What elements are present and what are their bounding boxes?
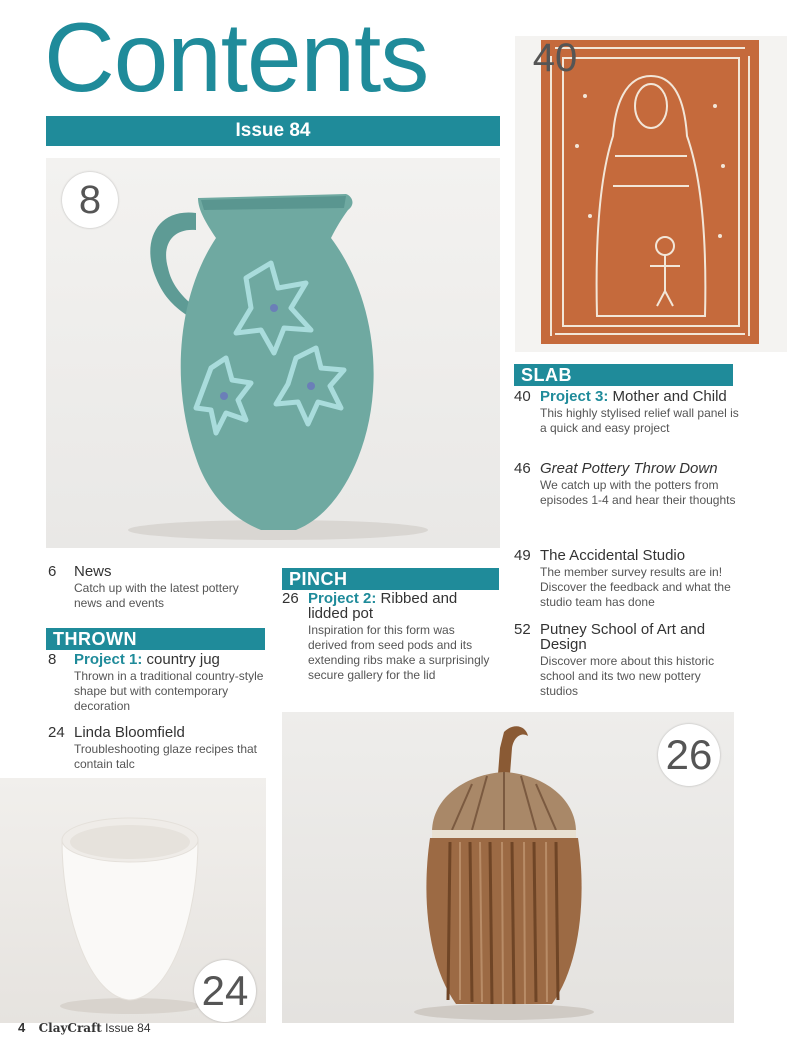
- entry-page-number: 8: [48, 651, 57, 668]
- lidded-pot-photo: [282, 712, 734, 1023]
- slab-entry-46[interactable]: [514, 461, 739, 508]
- slab-entry-40[interactable]: [514, 389, 739, 436]
- thrown-entry-8[interactable]: [48, 652, 268, 714]
- entry-title-text: Ribbed and lidded pot: [308, 590, 458, 622]
- footer-issue: Issue 84: [105, 1021, 151, 1035]
- page-badge-40: 40: [532, 36, 578, 80]
- page-badge-8: 8: [62, 172, 118, 228]
- entry-description: We catch up with the potters from episodes 1-4 and hear their thoughts: [540, 478, 736, 507]
- entry-title: News: [74, 563, 112, 580]
- jug-photo: [46, 158, 500, 548]
- entry-title: Linda Bloomfield: [74, 724, 185, 741]
- slab-entry-52[interactable]: [514, 622, 739, 699]
- section-thrown: THROWN: [46, 628, 265, 650]
- project-label: Project 2:: [308, 590, 377, 607]
- entry-page-number: 46: [514, 460, 531, 477]
- entry-title: The Accidental Studio: [540, 547, 686, 564]
- entry-title-text: Mother and Child: [608, 388, 727, 405]
- project-label: Project 3:: [540, 388, 609, 405]
- entry-page-number: 40: [514, 388, 531, 405]
- page-badge-26: 26: [658, 724, 720, 786]
- entry-title: [74, 652, 268, 667]
- entry-title: [540, 389, 739, 404]
- relief-panel-photo: [515, 36, 787, 352]
- entry-page-number: 49: [514, 547, 531, 564]
- page-number: 4: [18, 1020, 26, 1035]
- entry-page-number: 6: [48, 563, 57, 580]
- entry-page-number: 26: [282, 590, 299, 607]
- bowl-photo: [0, 778, 266, 1023]
- pinch-entry-26[interactable]: [282, 591, 492, 683]
- entry-description: Thrown in a traditional country-style shape but with contemporary decoration: [74, 669, 264, 713]
- page-footer: [18, 1020, 151, 1035]
- entry-title-text: country jug: [142, 651, 220, 668]
- entry-title: Great Pottery Throw Down: [540, 460, 718, 477]
- project-label: Project 1:: [74, 651, 143, 668]
- entry-title: [308, 591, 492, 621]
- entry-title: Putney School of Art and Design: [540, 621, 706, 653]
- section-slab: SLAB: [514, 364, 733, 386]
- magazine-brand: ClayCraft: [38, 1021, 102, 1035]
- page-badge-24: 24: [194, 960, 256, 1022]
- jug-illustration: [46, 158, 500, 548]
- slab-entry-49[interactable]: [514, 548, 739, 610]
- section-pinch: PINCH: [282, 568, 499, 590]
- entry-description: Troubleshooting glaze recipes that contain talc: [74, 742, 257, 771]
- page-title: Contents: [44, 2, 429, 112]
- news-entry[interactable]: [48, 564, 268, 611]
- entry-page-number: 52: [514, 621, 531, 638]
- entry-description: This highly stylised relief wall panel is a quick and easy project: [540, 406, 739, 435]
- entry-description: Inspiration for this form was derived from seed pods and its extending ribs make a surprisingly secure gallery for the lid: [308, 623, 490, 682]
- thrown-entry-24[interactable]: [48, 725, 268, 772]
- entry-description: Discover more about this historic school and its two new pottery studios: [540, 654, 715, 698]
- entry-description: Catch up with the latest pottery news and events: [74, 581, 239, 610]
- issue-bar: Issue 84: [46, 116, 500, 146]
- entry-page-number: 24: [48, 724, 65, 741]
- entry-description: The member survey results are in! Discover the feedback and what the studio team has done: [540, 565, 731, 609]
